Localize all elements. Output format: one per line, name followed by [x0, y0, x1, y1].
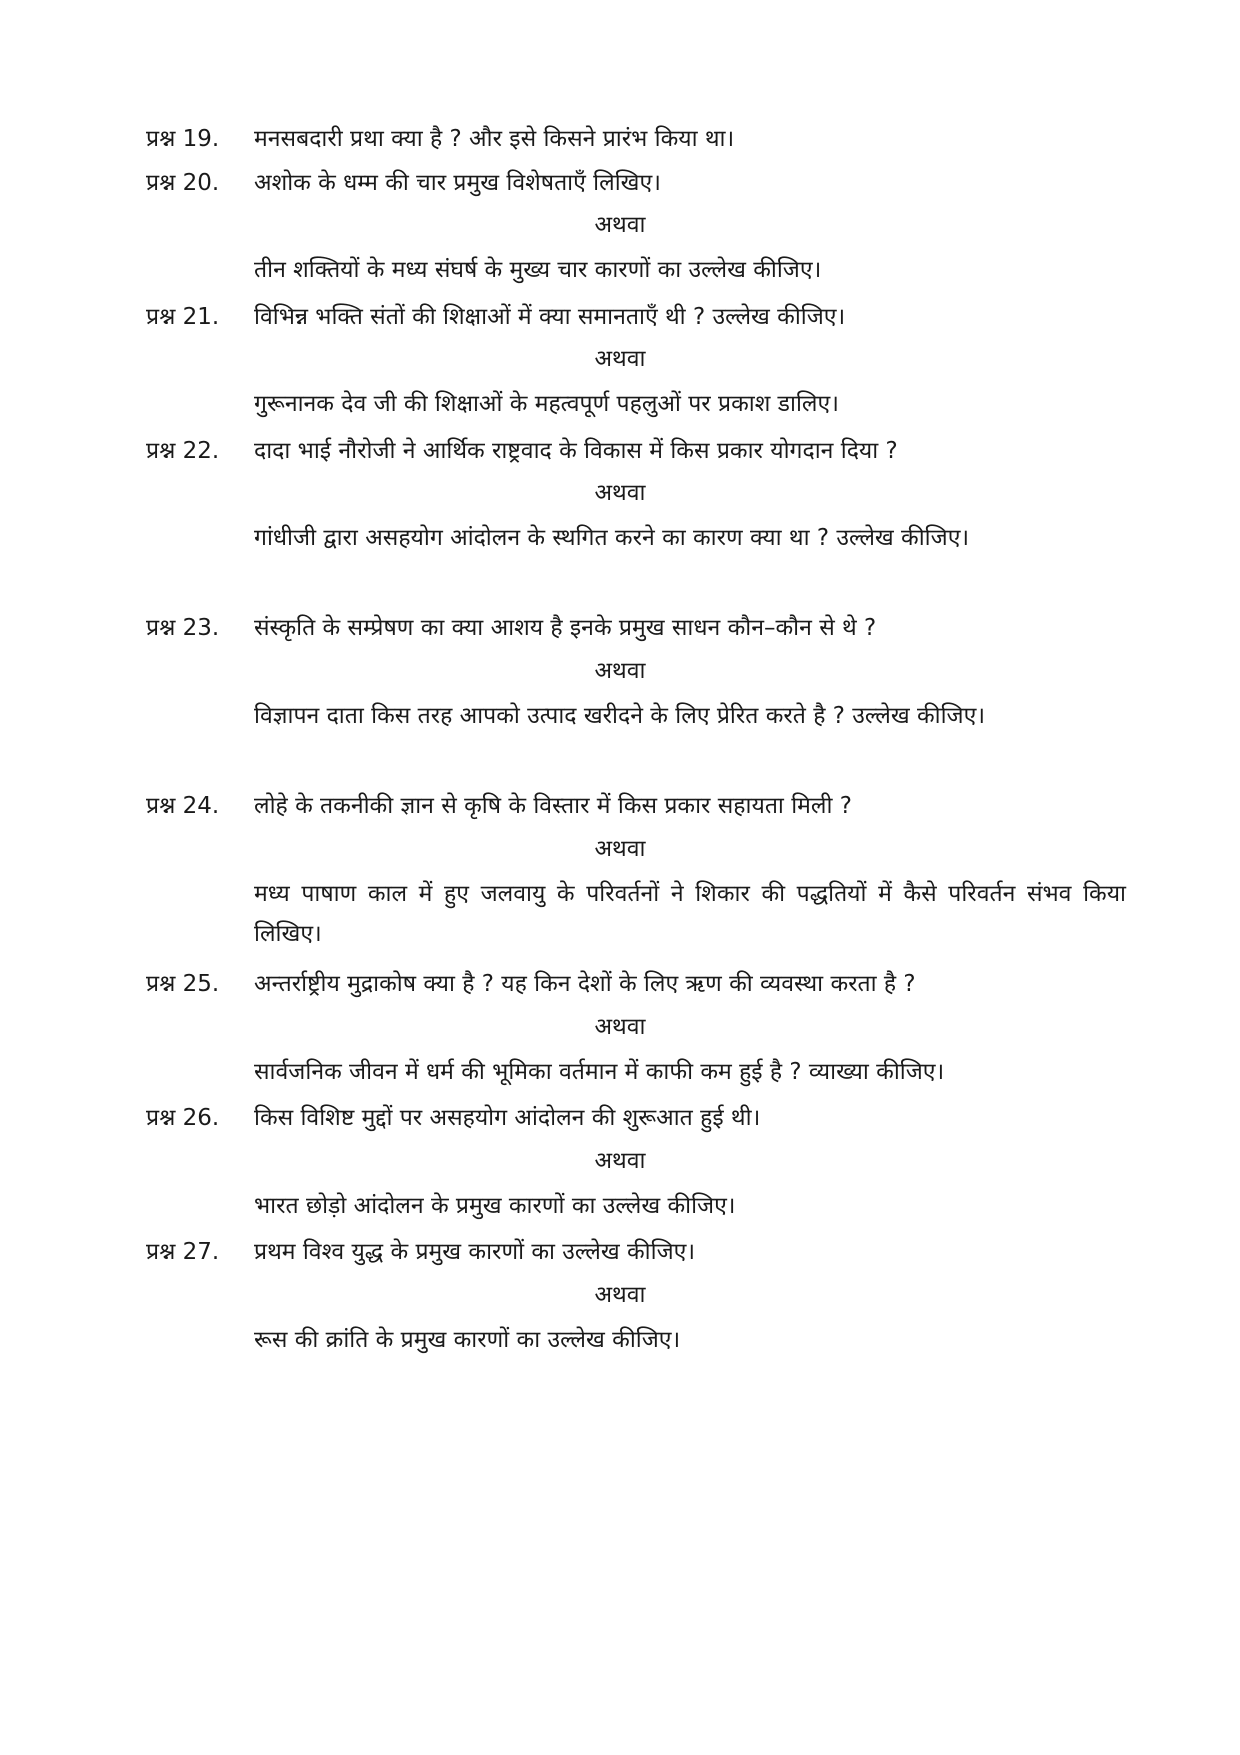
question-text: लोहे के तकनीकी ज्ञान से कृषि के विस्तार में किस प्रकार सहायता मिली ?	[254, 793, 852, 819]
question-text: दादा भाई नौरोजी ने आर्थिक राष्ट्रवाद के विकास में किस प्रकार योगदान दिया ?	[254, 438, 898, 464]
question-25	[146, 962, 1126, 1002]
or-label: अथवा	[594, 1014, 646, 1040]
question-text: अशोक के धम्म की चार प्रमुख विशेषताएँ लिखिए।	[254, 170, 661, 196]
question-number: प्रश्न 26.	[146, 1105, 220, 1131]
question-number: प्रश्न 24.	[146, 793, 220, 819]
alternative-question-text: तीन शक्तियों के मध्य संघर्ष के मुख्य चार कारणों का उल्लेख कीजिए।	[254, 257, 822, 283]
question-24	[146, 784, 1126, 824]
question-text: अन्तर्राष्ट्रीय मुद्राकोष क्या है ? यह किन देशों के लिए ऋण की व्यवस्था करता है ?	[254, 971, 916, 997]
question-23	[146, 606, 1126, 646]
question-number: प्रश्न 25.	[146, 971, 220, 997]
question-26	[146, 1096, 1126, 1136]
alternative-question-text: रूस की क्रांति के प्रमुख कारणों का उल्लेख कीजिए।	[254, 1327, 681, 1353]
question-number: प्रश्न 27.	[146, 1239, 220, 1265]
or-label: अथवा	[594, 480, 646, 506]
question-19	[146, 117, 1126, 157]
question-21	[146, 295, 1126, 335]
question-number: प्रश्न 22.	[146, 438, 220, 464]
question-number: प्रश्न 21.	[146, 304, 220, 330]
question-22	[146, 429, 1126, 469]
question-20	[146, 161, 1126, 201]
or-label: अथवा	[594, 1282, 646, 1308]
question-text: प्रथम विश्व युद्ध के प्रमुख कारणों का उल्लेख कीजिए।	[254, 1239, 696, 1265]
or-label: अथवा	[594, 1148, 646, 1174]
question-text: विभिन्न भक्ति संतों की शिक्षाओं में क्या समानताएँ थी ? उल्लेख कीजिए।	[254, 304, 846, 330]
or-label: अथवा	[594, 658, 646, 684]
alternative-question-text: भारत छोड़ो आंदोलन के प्रमुख कारणों का उल्लेख कीजिए।	[254, 1193, 736, 1219]
alternative-question-text: गांधीजी द्वारा असहयोग आंदोलन के स्थगित करने का कारण क्या था ? उल्लेख कीजिए।	[254, 525, 970, 551]
question-number: प्रश्न 23.	[146, 615, 220, 641]
question-number: प्रश्न 19.	[146, 126, 220, 152]
or-label: अथवा	[594, 346, 646, 372]
question-text: संस्कृति के सम्प्रेषण का क्या आशय है इनके प्रमुख साधन कौन–कौन से थे ?	[254, 615, 877, 641]
alternative-question-text: गुरूनानक देव जी की शिक्षाओं के महत्वपूर्ण पहलुओं पर प्रकाश डालिए।	[254, 391, 839, 417]
alternative-question-text: विज्ञापन दाता किस तरह आपको उत्पाद खरीदने के लिए प्रेरित करते है ? उल्लेख कीजिए।	[254, 703, 986, 729]
question-27	[146, 1230, 1126, 1270]
question-number: प्रश्न 20.	[146, 170, 220, 196]
or-label: अथवा	[594, 836, 646, 862]
alternative-question-text: मध्य पाषाण काल में हुए जलवायु के परिवर्तनों ने शिकार की पद्धतियों में कैसे परिवर्तन संभव किया लिखिए।	[254, 881, 1126, 947]
alternative-question-text: सार्वजनिक जीवन में धर्म की भूमिका वर्तमान में काफी कम हुई है ? व्याख्या कीजिए।	[254, 1059, 945, 1085]
question-text: मनसबदारी प्रथा क्या है ? और इसे किसने प्रारंभ किया था।	[254, 126, 735, 152]
or-label: अथवा	[594, 212, 646, 238]
question-text: किस विशिष्ट मुद्दों पर असहयोग आंदोलन की शुरूआत हुई थी।	[254, 1105, 761, 1131]
